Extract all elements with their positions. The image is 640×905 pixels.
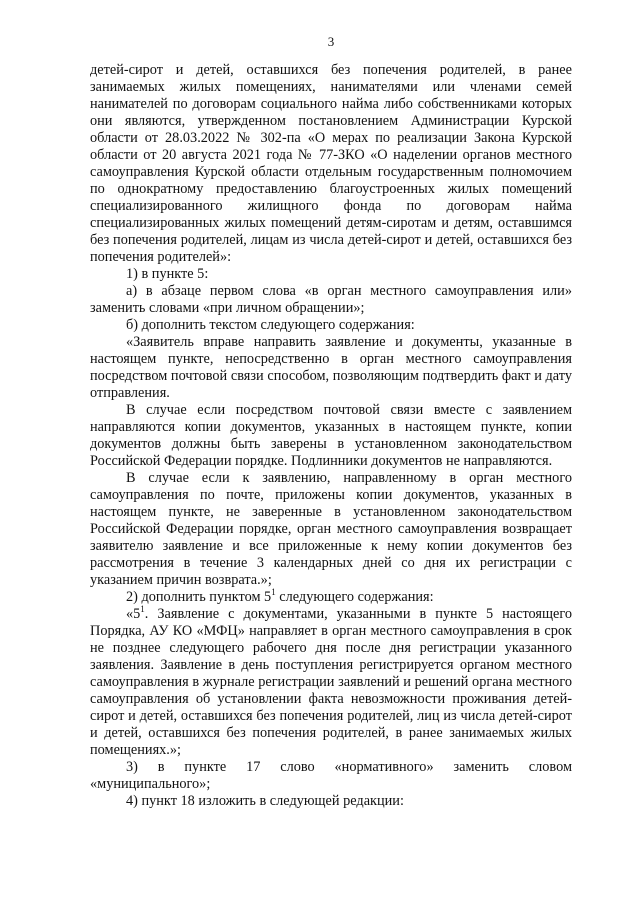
paragraph-item-3: 3) в пункте 17 слово «нормативного» заменить словом «муниципального»; <box>90 759 572 792</box>
item-2-text-before: 2) дополнить пунктом 5 <box>126 589 272 605</box>
paragraph-item-2 <box>90 589 572 606</box>
paragraph-quote-3: В случае если к заявлению, направленному в орган местного самоуправления по почте, приложены копии документов, указанных в настоящем пункте, не заверенные в установленном законодательством Российской Федерации порядке, орган местного самоуправления возвращает заявителю заявление и все приложенные к нему копии документов без рассмотрения в течение 3 календарных дней со дня их регистрации с указанием причин возврата.»; <box>90 470 572 588</box>
quote-5-1-superscript: 1 <box>140 604 145 615</box>
paragraph-item-1a: а) в абзаце первом слова «в орган местного самоуправления или» заменить словами «при личном обращении»; <box>90 283 572 316</box>
paragraph-quote-1: «Заявитель вправе направить заявление и документы, указанные в настоящем пункте, непосредственно в орган местного самоуправления посредством почтовой связи способом, позволяющим подтвердить факт и дату отправления. <box>90 334 572 401</box>
paragraph-item-1b: б) дополнить текстом следующего содержания: <box>126 317 415 333</box>
document-body <box>90 62 572 810</box>
paragraph-continuation: детей-сирот и детей, оставшихся без попечения родителей, в ранее занимаемых жилых помещениях, нанимателями или членами семей нанимателей по договорам социального найма либо собственниками которых они являются, утвержденном постановлением Администрации Курской области от 28.03.2022 № 302-па «О мерах по реализации Закона Курской области от 20 августа 2021 года № 77-ЗКО «О наделении органов местного самоуправления Курской области отдельным государственным полномочием по однократному предоставлению благоустроенных жилых помещений специализированного жилищного фонда по договорам найма специализированных жилых помещений детям-сиротам и детям, оставшимся без попечения родителей, лицам из числа детей-сирот и детей, оставшихся без попечения родителей»: <box>90 62 572 265</box>
quote-5-1-text-before: «5 <box>126 606 141 622</box>
paragraph-item-4: 4) пункт 18 изложить в следующей редакции: <box>126 793 404 809</box>
paragraph-quote-5-1 <box>90 606 572 759</box>
paragraph-item-1: 1) в пункте 5: <box>126 266 209 282</box>
paragraph-quote-2: В случае если посредством почтовой связи вместе с заявлением направляются копии документов, указанных в настоящем пункте, копии документов должны быть заверены в установленном законодательством Российской Федерации порядке. Подлинники документов не направляются. <box>90 402 572 469</box>
item-2-text-after: следующего содержания: <box>275 589 434 605</box>
page-number: 3 <box>327 34 335 49</box>
item-2-superscript: 1 <box>271 587 276 598</box>
quote-5-1-text-after: . Заявление с документами, указанными в пункте 5 настоящего Порядка, АУ КО «МФЦ» направляет в орган местного самоуправления в срок не позднее следующего рабочего дня после дня регистрации указанного заявления. Заявление в день поступления регистрируется органом местного самоуправления в журнале регистрации заявлений и решений органа местного самоуправления об установлении факта невозможности проживания детей-сирот и детей, оставшихся без попечения родителей, лиц из числа детей-сирот и детей, оставшихся без попечения родителей, в ранее занимаемых жилых помещениях.»; <box>90 606 572 758</box>
